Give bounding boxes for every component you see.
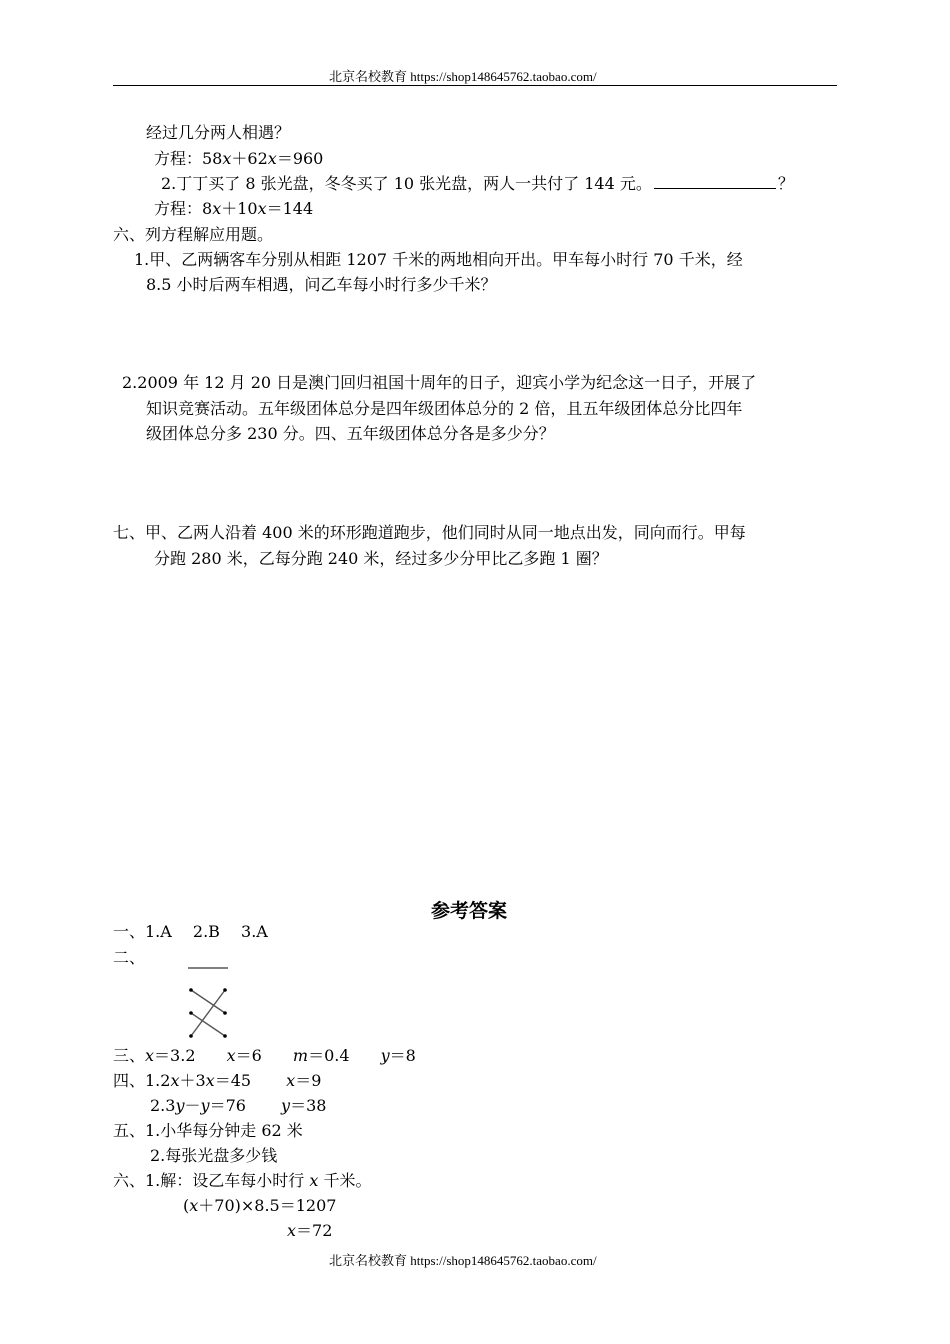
q7-line2: 分跑 280 米，乙每分跑 240 米，经过多少分甲比乙多跑 1 圈？ bbox=[154, 549, 608, 568]
var-x: x bbox=[257, 199, 267, 218]
q5-eq2-mid: ＋10 bbox=[221, 199, 258, 218]
q6-heading: 六、列方程解应用题。 bbox=[113, 225, 274, 244]
var-x: x bbox=[309, 1171, 319, 1190]
var-x: x bbox=[287, 1221, 297, 1240]
answer-6-1b: 千米。 bbox=[318, 1171, 372, 1190]
diagram-dot bbox=[223, 1034, 227, 1038]
answer-4-2c: ＝38 bbox=[290, 1096, 327, 1115]
answer-4-1b: ＝45 bbox=[214, 1071, 252, 1090]
q6-p2-line2: 知识竞赛活动。五年级团体总分是四年级团体总分的 2 倍，且五年级团体总分比四年 bbox=[146, 399, 743, 418]
answer-4-2-label: 2.3 bbox=[150, 1096, 176, 1115]
q5-q2-text: 2.丁丁买了 8 张光盘，冬冬买了 10 张光盘，两人一共付了 144 元。 bbox=[161, 174, 652, 193]
diagram-connect-line bbox=[191, 1013, 225, 1036]
answer-6-1 bbox=[113, 1171, 371, 1191]
q5-question2 bbox=[161, 174, 794, 194]
answer-1: 一、1.A 2.B 3.A bbox=[113, 922, 268, 941]
answer-4-1 bbox=[113, 1071, 321, 1091]
matching-diagram bbox=[183, 963, 233, 1039]
answer-6-1a: 六、1.解：设乙车每小时行 bbox=[113, 1171, 310, 1190]
diagram-dot bbox=[189, 1011, 193, 1015]
q5-eq1-suffix: ＝960 bbox=[276, 149, 324, 168]
var-x: x bbox=[212, 199, 222, 218]
var-x: x bbox=[205, 1071, 215, 1090]
q5-eq1-prefix: 方程：58 bbox=[154, 149, 223, 168]
diagram-connect-line bbox=[191, 990, 225, 1013]
q6-p2-line1: 2.2009 年 12 月 20 日是澳门回归祖国十周年的日子，迎宾小学为纪念这一日子，开展了 bbox=[122, 373, 757, 392]
answers-title: 参考答案 bbox=[431, 900, 508, 922]
q5-eq2 bbox=[154, 199, 313, 219]
answer-6-2a: ( bbox=[183, 1196, 190, 1215]
q5-line1: 经过几分两人相遇？ bbox=[146, 123, 291, 142]
diagram-connect-line bbox=[191, 990, 225, 1036]
diagram-dot bbox=[223, 1011, 227, 1015]
var-x: x bbox=[222, 149, 232, 168]
q6-p1-line2: 8.5 小时后两车相遇，问乙车每小时行多少千米？ bbox=[146, 275, 497, 294]
q7-line1: 七、甲、乙两人沿着 400 米的环形跑道跑步，他们同时从同一地点出发，同向而行。甲每 bbox=[113, 523, 746, 542]
var-x: x bbox=[189, 1196, 199, 1215]
page-footer: 北京名校教育 https://shop148645762.taobao.com/ bbox=[329, 1253, 597, 1268]
answer-3-part2: ＝6 bbox=[235, 1046, 262, 1065]
var-y: y bbox=[200, 1096, 210, 1115]
answer-4-2 bbox=[150, 1096, 326, 1116]
answer-2-label: 二、 bbox=[113, 948, 146, 967]
q6-p2-line3: 级团体总分多 230 分。四、五年级团体总分各是多少分？ bbox=[146, 424, 555, 443]
q5-eq1 bbox=[154, 149, 323, 169]
var-x: x bbox=[226, 1046, 236, 1065]
answer-blank[interactable] bbox=[654, 174, 776, 189]
answer-4-1a: ＋3 bbox=[179, 1071, 206, 1090]
var-m: m bbox=[292, 1046, 309, 1065]
answer-4-label: 四、1.2 bbox=[113, 1071, 171, 1090]
q5-eq1-mid: ＋62 bbox=[231, 149, 268, 168]
var-y: y bbox=[281, 1096, 291, 1115]
answer-3-part1: ＝3.2 bbox=[154, 1046, 196, 1065]
answer-3-label: 三、 bbox=[113, 1046, 146, 1065]
header-rule bbox=[113, 85, 837, 86]
answer-5-2: 2.每张光盘多少钱 bbox=[150, 1146, 278, 1165]
diagram-dot bbox=[223, 988, 227, 992]
answer-4-2b: ＝76 bbox=[209, 1096, 246, 1115]
var-x: x bbox=[145, 1046, 155, 1065]
q5-eq2-suffix: ＝144 bbox=[266, 199, 314, 218]
answer-4-1c: ＝9 bbox=[295, 1071, 322, 1090]
answer-4-2a: － bbox=[184, 1096, 201, 1115]
diagram-dot bbox=[189, 988, 193, 992]
var-x: x bbox=[267, 149, 277, 168]
q6-p1-line1: 1.甲、乙两辆客车分别从相距 1207 千米的两地相向开出。甲车每小时行 70 千米，经 bbox=[134, 250, 743, 269]
answer-6-3-value: ＝72 bbox=[296, 1221, 333, 1240]
var-x: x bbox=[286, 1071, 296, 1090]
answer-5-1: 五、1.小华每分钟走 62 米 bbox=[113, 1121, 303, 1140]
answer-3-part4: ＝8 bbox=[389, 1046, 416, 1065]
q5-eq2-prefix: 方程：8 bbox=[154, 199, 213, 218]
answer-6-2 bbox=[183, 1196, 336, 1216]
var-y: y bbox=[380, 1046, 390, 1065]
answer-3-part3: ＝0.4 bbox=[308, 1046, 350, 1065]
var-y: y bbox=[175, 1096, 185, 1115]
diagram-dot bbox=[189, 1034, 193, 1038]
answer-6-3 bbox=[287, 1221, 332, 1241]
page-header: 北京名校教育 https://shop148645762.taobao.com/ bbox=[329, 69, 597, 84]
answer-3 bbox=[113, 1046, 416, 1066]
answer-6-2b: ＋70)×8.5＝1207 bbox=[198, 1196, 337, 1215]
q5-q2-end: ？ bbox=[777, 174, 794, 193]
var-x: x bbox=[170, 1071, 180, 1090]
